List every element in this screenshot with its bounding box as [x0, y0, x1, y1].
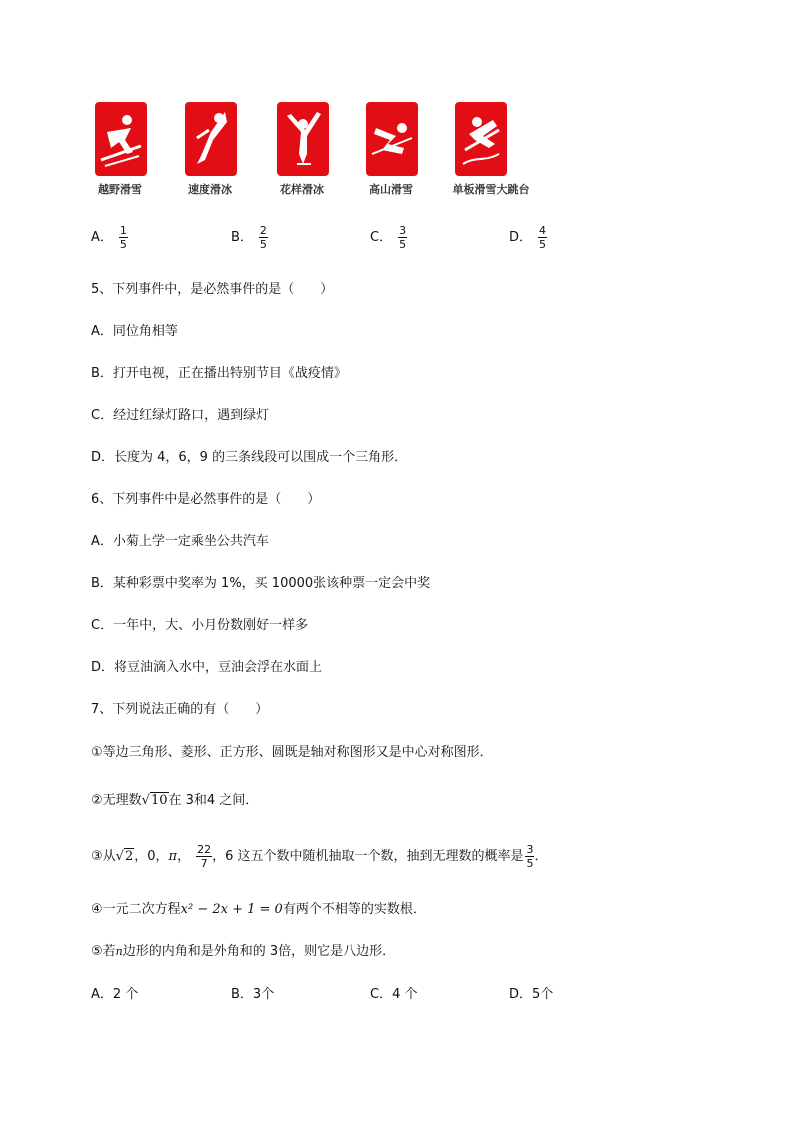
q7-option-d[interactable]: D．5个: [509, 987, 554, 1002]
fraction-22-7: $\frac{22}{7}$: [197, 843, 212, 870]
q6-option-d[interactable]: D．将豆油滴入水中，豆油会浮在水面上: [91, 660, 323, 675]
alpine-skiing-icon: [366, 102, 418, 176]
icon-label-5: 单板滑雪大跳台: [452, 183, 530, 196]
speed-skating-icon: [185, 102, 237, 176]
q7-statement-5: ⑤若n边形的内角和是外角和的 3倍，则它是八边形．: [91, 944, 396, 959]
q7-option-b[interactable]: B．3个: [231, 987, 275, 1002]
icon-label-2: 速度滑冰: [188, 183, 232, 196]
cross-country-skiing-icon: [95, 102, 147, 176]
q7-statement-1: ①等边三角形、菱形、正方形、圆既是轴对称图形又是中心对称图形．: [91, 745, 493, 760]
fraction: $\frac{2}{5}$: [259, 224, 267, 251]
q6-option-a[interactable]: A．小菊上学一定乘坐公共汽车: [91, 534, 269, 549]
icon-label-3: 花样滑冰: [280, 183, 324, 196]
q7-statement-2: ②无理数√10在 3和4 之间．: [91, 793, 259, 808]
sqrt-2: √2: [115, 849, 134, 864]
icon-label-1: 越野滑雪: [98, 183, 142, 196]
figure-skating-icon: [277, 102, 329, 176]
q4-option-a[interactable]: A． $\frac{1}{5}$: [91, 224, 127, 251]
q4-option-d[interactable]: D． $\frac{4}{5}$: [509, 224, 547, 251]
fraction: $\frac{4}{5}$: [539, 224, 547, 251]
q5-option-c[interactable]: C．经过红绿灯路口，遇到绿灯: [91, 408, 270, 423]
q7-option-a[interactable]: A．2 个: [91, 987, 139, 1002]
snowboard-big-air-icon: [455, 102, 507, 176]
q7-option-c[interactable]: C．4 个: [370, 987, 418, 1002]
q5-option-d[interactable]: D．长度为 4，6，9 的三条线段可以围成一个三角形．: [91, 450, 408, 465]
q5-option-b[interactable]: B．打开电视，正在播出特别节目《战疫情》: [91, 366, 347, 381]
q6-stem: 6、下列事件中是必然事件的是（ ）: [91, 492, 321, 507]
q4-option-b[interactable]: B． $\frac{2}{5}$: [231, 224, 267, 251]
q6-option-b[interactable]: B．某种彩票中奖率为 1%，买 10000张该种票一定会中奖: [91, 576, 431, 591]
fraction: $\frac{1}{5}$: [119, 224, 127, 251]
q5-stem: 5、下列事件中，是必然事件的是（ ）: [91, 282, 334, 297]
fraction-3-5: $\frac{3}{5}$: [526, 843, 534, 870]
fraction: $\frac{3}{5}$: [399, 224, 407, 251]
q4-option-c[interactable]: C． $\frac{3}{5}$: [370, 224, 407, 251]
q5-option-a[interactable]: A．同位角相等: [91, 324, 178, 339]
q7-statement-3: ③从√2，0，π， $\frac{22}{7}$ ，6 这五个数中随机抽取一个数，抽到无理数的概率是 $\frac{3}{5}$ ．: [91, 843, 548, 870]
q6-option-c[interactable]: C．一年中，大、小月份数刚好一样多: [91, 618, 309, 633]
q7-stem: 7、下列说法正确的有（ ）: [91, 702, 269, 717]
sqrt-10: √10: [141, 793, 168, 808]
icon-label-4: 高山滑雪: [369, 183, 413, 196]
q7-statement-4: ④一元二次方程x² − 2x + 1 = 0有两个不相等的实数根．: [91, 902, 426, 917]
